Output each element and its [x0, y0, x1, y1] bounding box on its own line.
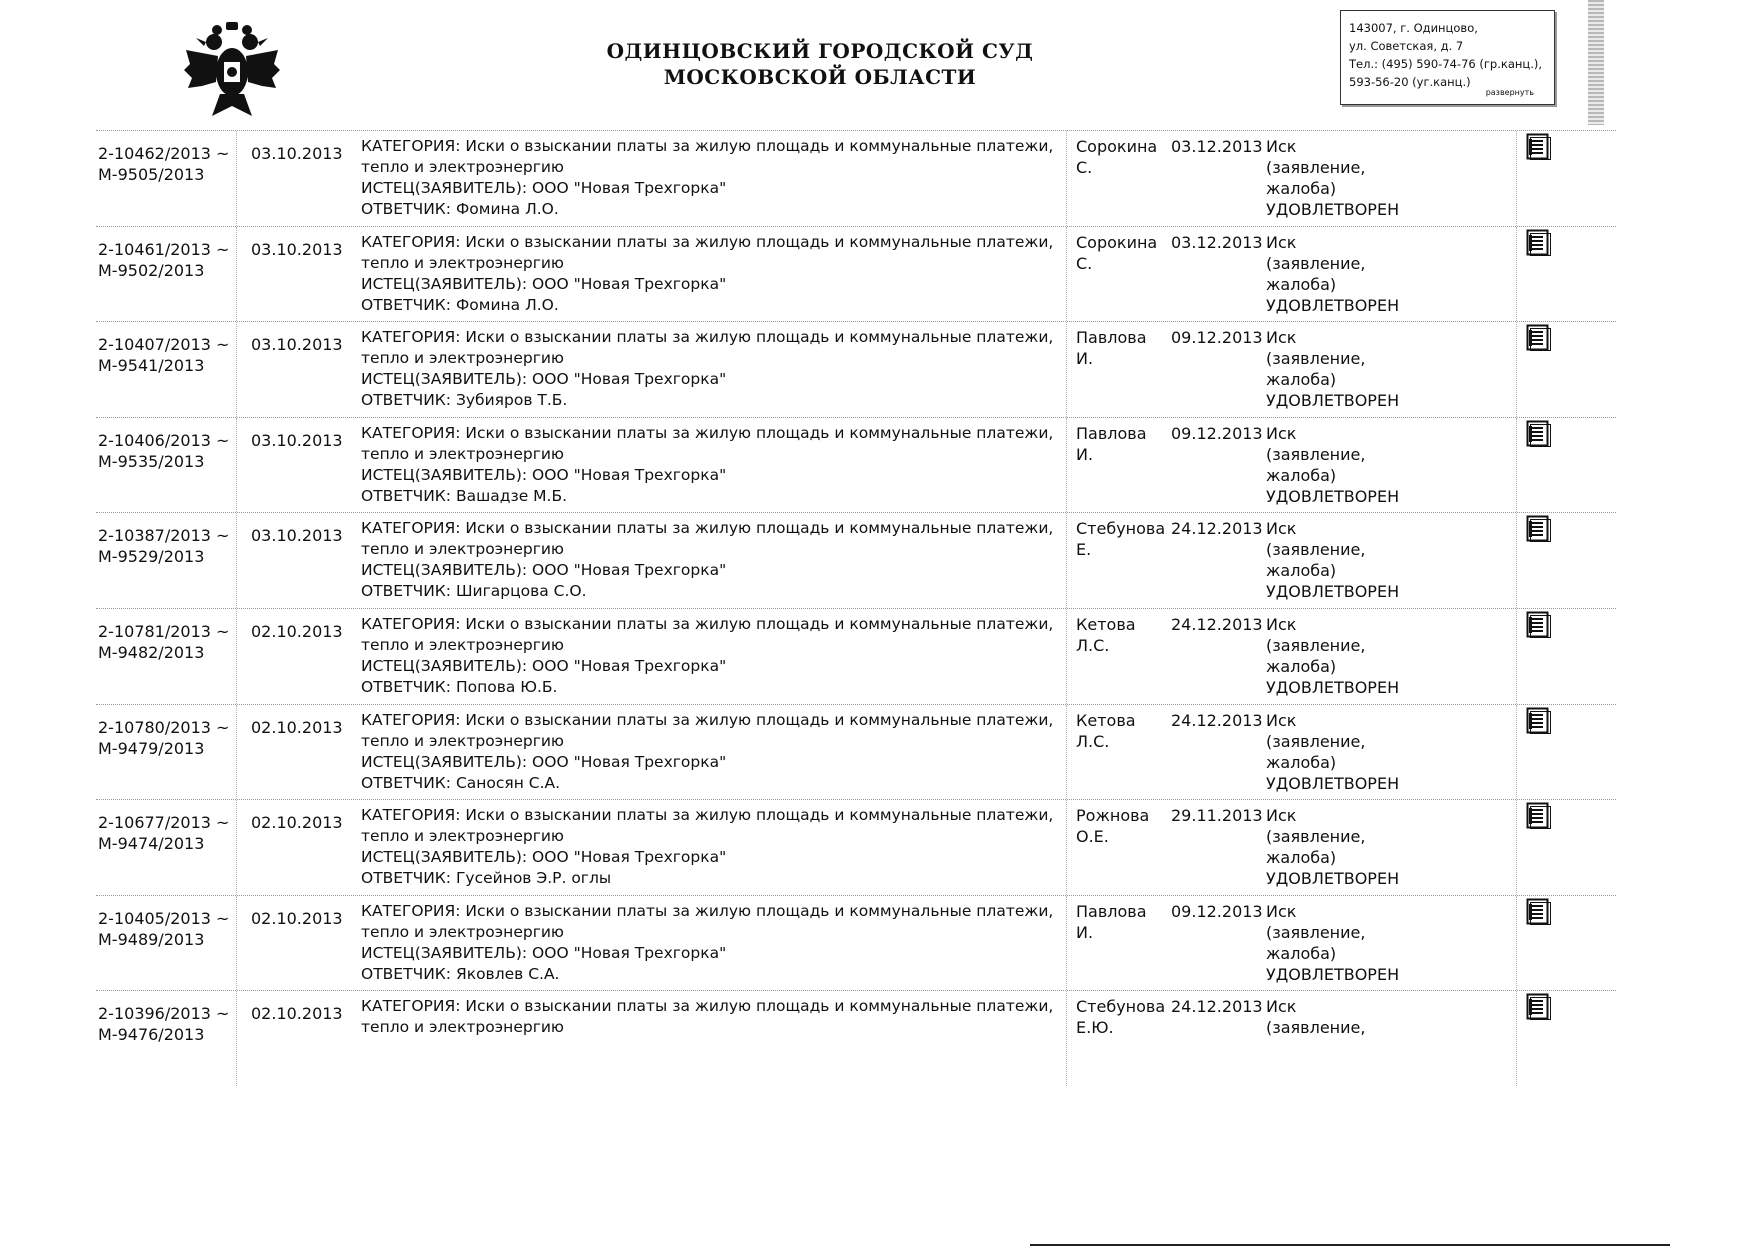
case-info-line: тепло и электроэнергию — [361, 540, 564, 559]
decision-date: 24.12.2013 — [1171, 710, 1263, 730]
judge-name-part: Сорокина — [1076, 137, 1158, 156]
column-divider — [236, 896, 237, 991]
address-line: ул. Советская, д. 7 — [1349, 39, 1464, 53]
receipt-date: 03.10.2013 — [251, 239, 343, 259]
decision-result-line: УДОВЛЕТВОРЕН — [1266, 582, 1400, 602]
scan-edge-strip — [1588, 0, 1604, 125]
column-divider — [236, 418, 237, 513]
case-info-line: ОТВЕТЧИК: Фомина Л.О. — [361, 200, 559, 218]
decision-result — [1266, 423, 1426, 507]
case-info-line: КАТЕГОРИЯ: Иски о взыскании платы за жилую площадь и коммунальные платежи, — [361, 710, 1054, 729]
case-info — [361, 136, 1161, 220]
decision-result-line: жалоба) — [1266, 561, 1337, 581]
receipt-date: 03.10.2013 — [251, 144, 343, 163]
case-number-main[interactable]: 2-10462/2013 ~ — [98, 144, 230, 163]
decision-result-line: (заявление, — [1266, 158, 1366, 177]
case-number-main[interactable]: 2-10677/2013 ~ — [98, 813, 230, 833]
case-number[interactable] — [98, 334, 233, 376]
case-info-line: ИСТЕЦ(ЗАЯВИТЕЛЬ): ООО "Новая Трехгорка" — [361, 848, 727, 867]
case-number[interactable] — [98, 908, 233, 950]
column-divider — [236, 800, 237, 895]
decision-result-line: Иск — [1266, 423, 1297, 443]
case-info-line: ОТВЕТЧИК: Зубияров Т.Б. — [361, 391, 568, 410]
column-divider — [1516, 322, 1517, 417]
judge — [1076, 614, 1166, 656]
receipt-date: 03.10.2013 — [251, 526, 343, 546]
decision-result — [1266, 710, 1426, 794]
case-number[interactable] — [98, 621, 233, 663]
decision-result-line: УДОВЛЕТВОРЕН — [1266, 200, 1400, 219]
decision-result-line: УДОВЛЕТВОРЕН — [1266, 773, 1400, 793]
case-info-line: ИСТЕЦ(ЗАЯВИТЕЛЬ): ООО "Новая Трехгорка" — [361, 561, 727, 580]
judge — [1076, 136, 1166, 178]
judge — [1076, 710, 1166, 752]
decision-result-line: (заявление, — [1266, 635, 1366, 655]
case-material-number[interactable]: М-9479/2013 — [98, 738, 205, 758]
document-icon[interactable] — [1526, 898, 1552, 926]
decision-result-line: Иск — [1266, 232, 1297, 252]
case-number[interactable] — [98, 525, 233, 567]
address-phone: Тел.: (495) 590-74-76 (гр.канц.), — [1349, 57, 1543, 71]
column-divider — [236, 227, 237, 322]
document-icon[interactable] — [1526, 420, 1552, 448]
column-divider — [236, 609, 237, 704]
case-info-line: тепло и электроэнергию — [361, 731, 564, 750]
case-info-line: тепло и электроэнергию — [361, 1018, 564, 1037]
decision-result-line: УДОВЛЕТВОРЕН — [1266, 391, 1400, 411]
case-material-number[interactable]: М-9505/2013 — [98, 165, 205, 184]
decision-result-line: Иск — [1266, 137, 1297, 156]
document-icon[interactable] — [1526, 515, 1552, 543]
case-info — [361, 232, 1161, 316]
address-box — [1340, 10, 1555, 105]
case-number-main[interactable]: 2-10387/2013 ~ — [98, 526, 230, 546]
decision-result-line: Иск — [1266, 614, 1297, 634]
decision-result-line: жалоба) — [1266, 465, 1337, 485]
case-row — [96, 130, 1616, 226]
judge — [1076, 327, 1166, 369]
case-info-line: тепло и электроэнергию — [361, 253, 564, 272]
case-info-line: КАТЕГОРИЯ: Иски о взыскании платы за жилую площадь и коммунальные платежи, — [361, 137, 1054, 155]
column-divider — [236, 322, 237, 417]
decision-result-line: (заявление, — [1266, 349, 1366, 369]
judge-name-part: Кетова — [1076, 614, 1136, 634]
scan-bottom-line — [1030, 1244, 1670, 1246]
court-title-line1: ОДИНЦОВСКИЙ ГОРОДСКОЙ СУД — [606, 39, 1034, 63]
court-title-line2: МОСКОВСКОЙ ОБЛАСТИ — [663, 65, 977, 89]
case-info-line: тепло и электроэнергию — [361, 827, 564, 846]
case-info — [361, 327, 1161, 411]
judge — [1076, 805, 1166, 847]
judge-name-part: С. — [1076, 253, 1093, 273]
receipt-date: 02.10.2013 — [251, 1004, 343, 1024]
case-material-number[interactable]: М-9482/2013 — [98, 642, 205, 662]
column-divider — [1516, 227, 1517, 322]
case-row — [96, 512, 1616, 608]
decision-date: 03.12.2013 — [1171, 137, 1263, 156]
judge-name-part: Е. — [1076, 540, 1092, 560]
decision-result-line: Иск — [1266, 710, 1297, 730]
decision-result — [1266, 518, 1426, 602]
case-number-main[interactable]: 2-10405/2013 ~ — [98, 908, 230, 928]
case-row — [96, 799, 1616, 895]
case-info-line: тепло и электроэнергию — [361, 922, 564, 941]
case-info-line: тепло и электроэнергию — [361, 635, 564, 654]
case-info-line: КАТЕГОРИЯ: Иски о взыскании платы за жилую площадь и коммунальные платежи, — [361, 519, 1054, 538]
case-number[interactable] — [98, 430, 233, 472]
case-info-line: КАТЕГОРИЯ: Иски о взыскании платы за жилую площадь и коммунальные платежи, — [361, 423, 1054, 442]
case-info-line: тепло и электроэнергию — [361, 158, 564, 176]
column-divider — [236, 513, 237, 608]
decision-result-line: (заявление, — [1266, 1018, 1366, 1038]
decision-result-line: (заявление, — [1266, 540, 1366, 560]
case-number-main[interactable]: 2-10780/2013 ~ — [98, 717, 230, 737]
decision-result-line: УДОВЛЕТВОРЕН — [1266, 295, 1400, 315]
case-number-main[interactable]: 2-10461/2013 ~ — [98, 239, 230, 259]
case-number[interactable] — [98, 239, 233, 281]
column-divider — [1516, 418, 1517, 513]
case-list — [96, 130, 1616, 1086]
case-info — [361, 805, 1161, 889]
case-row — [96, 990, 1616, 1086]
case-info-line: КАТЕГОРИЯ: Иски о взыскании платы за жилую площадь и коммунальные платежи, — [361, 232, 1054, 251]
judge-name-part: Павлова — [1076, 901, 1147, 921]
decision-date: 03.12.2013 — [1171, 232, 1263, 252]
case-info — [361, 901, 1161, 985]
decision-result-line: УДОВЛЕТВОРЕН — [1266, 869, 1400, 889]
document-icon[interactable] — [1526, 611, 1552, 639]
judge-name-part: Е.Ю. — [1076, 1018, 1114, 1038]
case-info-line: КАТЕГОРИЯ: Иски о взыскании платы за жилую площадь и коммунальные платежи, — [361, 997, 1054, 1016]
judge-name-part: И. — [1076, 922, 1094, 942]
decision-date: 09.12.2013 — [1171, 423, 1263, 443]
judge-name-part: Стебунова — [1076, 997, 1166, 1017]
case-material-number[interactable]: М-9529/2013 — [98, 547, 205, 567]
decision-date: 09.12.2013 — [1171, 328, 1263, 348]
judge-name-part: Стебунова — [1076, 519, 1166, 539]
column-divider — [1516, 609, 1517, 704]
document-icon[interactable] — [1526, 802, 1552, 830]
column-divider — [1516, 705, 1517, 800]
case-info-line: КАТЕГОРИЯ: Иски о взыскании платы за жилую площадь и коммунальные платежи, — [361, 328, 1054, 347]
decision-result — [1266, 901, 1426, 985]
case-info-line: ОТВЕТЧИК: Саносян С.А. — [361, 773, 561, 792]
decision-result-line: (заявление, — [1266, 922, 1366, 942]
judge — [1076, 518, 1166, 560]
receipt-date: 03.10.2013 — [251, 335, 343, 355]
decision-result-line: (заявление, — [1266, 827, 1366, 847]
document-icon[interactable] — [1526, 133, 1552, 161]
decision-result-line: УДОВЛЕТВОРЕН — [1266, 486, 1400, 506]
decision-result-line: жалоба) — [1266, 943, 1337, 963]
decision-result-line: Иск — [1266, 328, 1297, 348]
case-info — [361, 996, 1161, 1038]
receipt-date: 03.10.2013 — [251, 430, 343, 450]
case-info-line: ИСТЕЦ(ЗАЯВИТЕЛЬ): ООО "Новая Трехгорка" — [361, 465, 727, 484]
decision-date: 24.12.2013 — [1171, 519, 1263, 539]
case-info-line: ОТВЕТЧИК: Фомина Л.О. — [361, 295, 559, 314]
decision-result-line: (заявление, — [1266, 253, 1366, 273]
case-info-line: КАТЕГОРИЯ: Иски о взыскании платы за жилую площадь и коммунальные платежи, — [361, 806, 1054, 825]
case-info-line: ИСТЕЦ(ЗАЯВИТЕЛЬ): ООО "Новая Трехгорка" — [361, 179, 727, 197]
case-row — [96, 321, 1616, 417]
column-divider — [1516, 800, 1517, 895]
judge — [1076, 901, 1166, 943]
document-icon[interactable] — [1526, 229, 1552, 257]
case-info-line: ОТВЕТЧИК: Вашадзе М.Б. — [361, 486, 568, 505]
case-info-line: ИСТЕЦ(ЗАЯВИТЕЛЬ): ООО "Новая Трехгорка" — [361, 943, 727, 962]
decision-result-line: Иск — [1266, 519, 1297, 539]
decision-result-line: УДОВЛЕТВОРЕН — [1266, 677, 1400, 697]
case-material-number[interactable]: М-9489/2013 — [98, 929, 205, 949]
decision-result-line: Иск — [1266, 997, 1297, 1017]
judge — [1076, 996, 1166, 1038]
case-material-number[interactable]: М-9535/2013 — [98, 451, 205, 471]
case-info-line: ОТВЕТЧИК: Попова Ю.Б. — [361, 677, 558, 696]
decision-result — [1266, 614, 1426, 698]
court-title — [560, 38, 1080, 90]
decision-date: 29.11.2013 — [1171, 806, 1263, 826]
decision-result-line: Иск — [1266, 901, 1297, 921]
column-divider — [236, 991, 237, 1086]
address-phone: 593-56-20 (уг.канц.) — [1349, 75, 1471, 89]
receipt-date: 02.10.2013 — [251, 813, 343, 833]
case-number-main[interactable]: 2-10406/2013 ~ — [98, 430, 230, 450]
case-info-line: ОТВЕТЧИК: Шигарцова С.О. — [361, 582, 587, 601]
column-divider — [1516, 896, 1517, 991]
case-info-line: ИСТЕЦ(ЗАЯВИТЕЛЬ): ООО "Новая Трехгорка" — [361, 370, 727, 389]
case-number[interactable] — [98, 143, 233, 185]
case-number-main[interactable]: 2-10396/2013 ~ — [98, 1004, 230, 1024]
decision-result-line: жалоба) — [1266, 370, 1337, 390]
case-info-line: тепло и электроэнергию — [361, 349, 564, 368]
decision-result — [1266, 232, 1426, 316]
case-material-number[interactable]: М-9476/2013 — [98, 1025, 205, 1045]
column-divider — [236, 131, 237, 226]
decision-result — [1266, 327, 1426, 411]
case-row — [96, 704, 1616, 800]
case-info-line: ОТВЕТЧИК: Гусейнов Э.Р. оглы — [361, 869, 612, 888]
decision-result-line: жалоба) — [1266, 848, 1337, 868]
decision-result-line: жалоба) — [1266, 752, 1337, 772]
document-icon[interactable] — [1526, 324, 1552, 352]
judge-name-part: И. — [1076, 349, 1094, 369]
expand-link[interactable]: развернуть — [1485, 88, 1534, 97]
case-info-line: ИСТЕЦ(ЗАЯВИТЕЛЬ): ООО "Новая Трехгорка" — [361, 752, 727, 771]
case-info — [361, 423, 1161, 507]
judge — [1076, 232, 1166, 274]
judge-name-part: Рожнова — [1076, 806, 1150, 826]
coat-of-arms-icon — [182, 20, 282, 120]
decision-date: 24.12.2013 — [1171, 997, 1263, 1017]
column-divider — [1516, 991, 1517, 1086]
column-divider — [1516, 513, 1517, 608]
case-info — [361, 518, 1161, 602]
judge — [1076, 423, 1166, 465]
document-icon[interactable] — [1526, 993, 1552, 1021]
judge-name-part: Павлова — [1076, 423, 1147, 443]
case-material-number[interactable]: М-9502/2013 — [98, 260, 205, 280]
decision-result — [1266, 805, 1426, 889]
judge-name-part: Л.С. — [1076, 635, 1110, 655]
case-number-main[interactable]: 2-10407/2013 ~ — [98, 335, 230, 355]
case-number-main[interactable]: 2-10781/2013 ~ — [98, 621, 230, 641]
case-material-number[interactable]: М-9541/2013 — [98, 356, 205, 376]
column-divider — [236, 705, 237, 800]
case-row — [96, 417, 1616, 513]
decision-date: 09.12.2013 — [1171, 901, 1263, 921]
case-info-line: тепло и электроэнергию — [361, 444, 564, 463]
decision-result-line: УДОВЛЕТВОРЕН — [1266, 964, 1400, 984]
receipt-date: 02.10.2013 — [251, 621, 343, 641]
judge-name-part: Сорокина — [1076, 232, 1158, 252]
column-divider — [1516, 131, 1517, 226]
case-number[interactable] — [98, 812, 233, 854]
decision-result-line: Иск — [1266, 806, 1297, 826]
judge-name-part: О.Е. — [1076, 827, 1109, 847]
decision-date: 24.12.2013 — [1171, 614, 1263, 634]
judge-name-part: Л.С. — [1076, 731, 1110, 751]
case-info — [361, 710, 1161, 794]
case-row — [96, 608, 1616, 704]
case-info-line: ИСТЕЦ(ЗАЯВИТЕЛЬ): ООО "Новая Трехгорка" — [361, 656, 727, 675]
case-info — [361, 614, 1161, 698]
decision-result-line: жалоба) — [1266, 274, 1337, 294]
case-number[interactable] — [98, 1003, 233, 1045]
judge-name-part: И. — [1076, 444, 1094, 464]
case-material-number[interactable]: М-9474/2013 — [98, 834, 205, 854]
document-icon[interactable] — [1526, 707, 1552, 735]
receipt-date: 02.10.2013 — [251, 717, 343, 737]
decision-result — [1266, 136, 1426, 220]
judge-name-part: Павлова — [1076, 328, 1147, 348]
decision-result-line: жалоба) — [1266, 179, 1337, 198]
case-info-line: ИСТЕЦ(ЗАЯВИТЕЛЬ): ООО "Новая Трехгорка" — [361, 274, 727, 293]
case-row — [96, 895, 1616, 991]
case-row — [96, 226, 1616, 322]
address-line: 143007, г. Одинцово, — [1349, 21, 1478, 35]
decision-result-line: (заявление, — [1266, 444, 1366, 464]
receipt-date: 02.10.2013 — [251, 908, 343, 928]
judge-name-part: Кетова — [1076, 710, 1136, 730]
case-info-line: ОТВЕТЧИК: Яковлев С.А. — [361, 964, 560, 983]
judge-name-part: С. — [1076, 158, 1093, 177]
case-info-line: КАТЕГОРИЯ: Иски о взыскании платы за жилую площадь и коммунальные платежи, — [361, 614, 1054, 633]
case-info-line: КАТЕГОРИЯ: Иски о взыскании платы за жилую площадь и коммунальные платежи, — [361, 901, 1054, 920]
case-number[interactable] — [98, 717, 233, 759]
decision-result-line: (заявление, — [1266, 731, 1366, 751]
decision-result-line: жалоба) — [1266, 656, 1337, 676]
decision-result — [1266, 996, 1426, 1038]
